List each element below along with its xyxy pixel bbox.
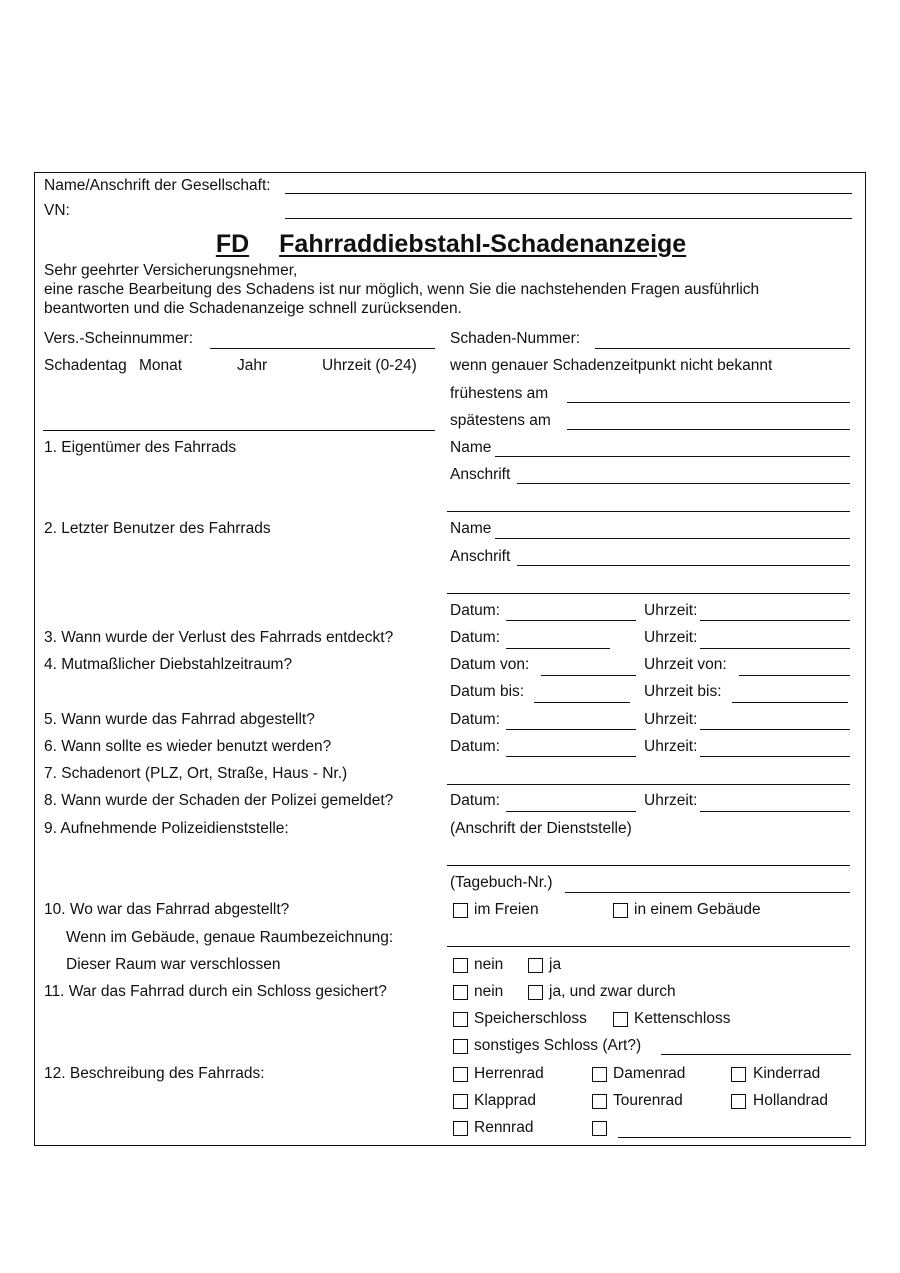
outdoors-checkbox[interactable] (453, 903, 468, 918)
question-2: 2. Letzter Benutzer des Fahrrads (44, 520, 271, 537)
policy-number-label: Vers.-Scheinnummer: (44, 330, 194, 347)
station-address-label: (Anschrift der Dienststelle) (450, 820, 632, 837)
reuse-date-field[interactable] (506, 756, 636, 757)
folding-bike-checkbox[interactable] (453, 1094, 468, 1109)
user-time-field[interactable] (700, 620, 850, 621)
in-building-label: in einem Gebäude (634, 901, 761, 918)
title-prefix: FD (215, 230, 250, 258)
folding-bike-label: Klapprad (474, 1092, 537, 1109)
discovered-time-field[interactable] (700, 648, 850, 649)
question-4: 4. Mutmaßlicher Diebstahlzeitraum? (44, 656, 293, 673)
claim-form (34, 172, 866, 1146)
mens-bike-label: Herrenrad (474, 1065, 544, 1082)
outdoors-label: im Freien (474, 901, 539, 918)
date-from-label: Datum von: (450, 656, 530, 673)
dutch-bike-label: Hollandrad (753, 1092, 828, 1109)
time-from-field[interactable] (739, 675, 850, 676)
question-10a: Wenn im Gebäude, genaue Raumbezeichnung: (66, 929, 394, 946)
room-locked-no-label: nein (474, 956, 504, 973)
in-building-checkbox[interactable] (613, 903, 628, 918)
owner-address-field-2[interactable] (447, 511, 850, 512)
claim-number-field[interactable] (595, 348, 850, 349)
date-to-field[interactable] (534, 702, 630, 703)
room-locked-no-checkbox[interactable] (453, 958, 468, 973)
other-bike-checkbox[interactable] (592, 1121, 607, 1136)
chain-lock-label: Kettenschloss (634, 1010, 731, 1027)
question-12: 12. Beschreibung des Fahrrads: (44, 1065, 265, 1082)
kids-bike-label: Kinderrad (753, 1065, 821, 1082)
parked-time-label: Uhrzeit: (644, 711, 698, 728)
question-1: 1. Eigentümer des Fahrrads (44, 439, 237, 456)
lock-yes-checkbox[interactable] (528, 985, 543, 1000)
discovered-date-field[interactable] (506, 648, 610, 649)
question-10b: Dieser Raum war verschlossen (66, 956, 281, 973)
question-10: 10. Wo war das Fahrrad abgestellt? (44, 901, 290, 918)
touring-bike-label: Tourenrad (613, 1092, 683, 1109)
time-to-label: Uhrzeit bis: (644, 683, 722, 700)
question-5: 5. Wann wurde das Fahrrad abgestellt? (44, 711, 315, 728)
claim-number-label: Schaden-Nummer: (450, 330, 581, 347)
parked-date-label: Datum: (450, 711, 500, 728)
question-3: 3. Wann wurde der Verlust des Fahrrads entdeckt? (44, 629, 394, 646)
other-lock-label: sonstiges Schloss (Art?) (474, 1037, 642, 1054)
date-label-month: Monat (139, 357, 183, 374)
lock-yes-label: ja, und zwar durch (549, 983, 676, 1000)
date-to-label: Datum bis: (450, 683, 525, 700)
touring-bike-checkbox[interactable] (592, 1094, 607, 1109)
womens-bike-checkbox[interactable] (592, 1067, 607, 1082)
dutch-bike-checkbox[interactable] (731, 1094, 746, 1109)
lock-no-label: nein (474, 983, 504, 1000)
reuse-date-label: Datum: (450, 738, 500, 755)
reuse-time-label: Uhrzeit: (644, 738, 698, 755)
user-name-field[interactable] (495, 538, 850, 539)
user-address-label: Anschrift (450, 548, 511, 565)
policy-number-field[interactable] (210, 348, 435, 349)
cable-lock-label: Speicherschloss (474, 1010, 587, 1027)
kids-bike-checkbox[interactable] (731, 1067, 746, 1082)
earliest-field[interactable] (567, 402, 850, 403)
time-to-field[interactable] (732, 702, 848, 703)
police-date-label: Datum: (450, 792, 500, 809)
question-6: 6. Wann sollte es wieder benutzt werden? (44, 738, 332, 755)
vn-label: VN: (44, 202, 70, 219)
racing-bike-label: Rennrad (474, 1119, 534, 1136)
question-9: 9. Aufnehmende Polizeidienststelle: (44, 820, 289, 837)
station-address-field[interactable] (447, 865, 850, 866)
intro-line-3: beantworten und die Schadenanzeige schnell zurücksenden. (44, 300, 462, 317)
user-date-label: Datum: (450, 602, 500, 619)
question-7: 7. Schadenort (PLZ, Ort, Straße, Haus - Nr.) (44, 765, 348, 782)
date-label-year: Jahr (237, 357, 268, 374)
chain-lock-checkbox[interactable] (613, 1012, 628, 1027)
room-locked-yes-label: ja (549, 956, 562, 973)
date-label-day: Schadentag (44, 357, 127, 374)
intro-line-2: eine rasche Bearbeitung des Schadens ist nur möglich, wenn Sie die nachstehenden Fragen ausführlich (44, 281, 760, 298)
user-date-field[interactable] (506, 620, 636, 621)
racing-bike-checkbox[interactable] (453, 1121, 468, 1136)
vn-field[interactable] (285, 218, 852, 219)
discovered-time-label: Uhrzeit: (644, 629, 698, 646)
latest-field[interactable] (567, 429, 850, 430)
police-time-field[interactable] (700, 811, 850, 812)
user-address-field[interactable] (517, 565, 850, 566)
earliest-label: frühestens am (450, 385, 549, 402)
womens-bike-label: Damenrad (613, 1065, 686, 1082)
owner-name-field[interactable] (495, 456, 850, 457)
parked-time-field[interactable] (700, 729, 850, 730)
diary-number-label: (Tagebuch-Nr.) (450, 874, 553, 891)
room-locked-yes-checkbox[interactable] (528, 958, 543, 973)
owner-address-label: Anschrift (450, 466, 511, 483)
other-lock-field[interactable] (661, 1054, 851, 1055)
other-lock-checkbox[interactable] (453, 1039, 468, 1054)
title-text: Fahrraddiebstahl-Schadenanzeige (279, 230, 687, 258)
user-time-label: Uhrzeit: (644, 602, 698, 619)
reuse-time-field[interactable] (700, 756, 850, 757)
intro-line-1: Sehr geehrter Versicherungsnehmer, (44, 262, 298, 279)
user-name-label: Name (450, 520, 492, 537)
time-from-label: Uhrzeit von: (644, 656, 727, 673)
latest-label: spätestens am (450, 412, 551, 429)
company-label: Name/Anschrift der Gesellschaft: (44, 177, 271, 194)
lock-no-checkbox[interactable] (453, 985, 468, 1000)
police-date-field[interactable] (506, 811, 636, 812)
question-8: 8. Wann wurde der Schaden der Polizei gemeldet? (44, 792, 394, 809)
owner-address-field[interactable] (517, 483, 850, 484)
unknown-time-note: wenn genauer Schadenzeitpunkt nicht bekannt (450, 357, 773, 374)
other-bike-field[interactable] (618, 1137, 851, 1138)
room-field[interactable] (447, 946, 850, 947)
company-field[interactable] (285, 193, 852, 194)
date-label-time: Uhrzeit (0-24) (322, 357, 417, 374)
damage-date-field[interactable] (43, 430, 435, 431)
discovered-date-label: Datum: (450, 629, 500, 646)
police-time-label: Uhrzeit: (644, 792, 698, 809)
diary-number-field[interactable] (565, 892, 850, 893)
parked-date-field[interactable] (506, 729, 636, 730)
user-address-field-2[interactable] (447, 593, 850, 594)
location-field[interactable] (447, 784, 850, 785)
cable-lock-checkbox[interactable] (453, 1012, 468, 1027)
date-from-field[interactable] (541, 675, 636, 676)
question-11: 11. War das Fahrrad durch ein Schloss gesichert? (44, 983, 387, 1000)
mens-bike-checkbox[interactable] (453, 1067, 468, 1082)
owner-name-label: Name (450, 439, 492, 456)
form-title (35, 229, 867, 259)
